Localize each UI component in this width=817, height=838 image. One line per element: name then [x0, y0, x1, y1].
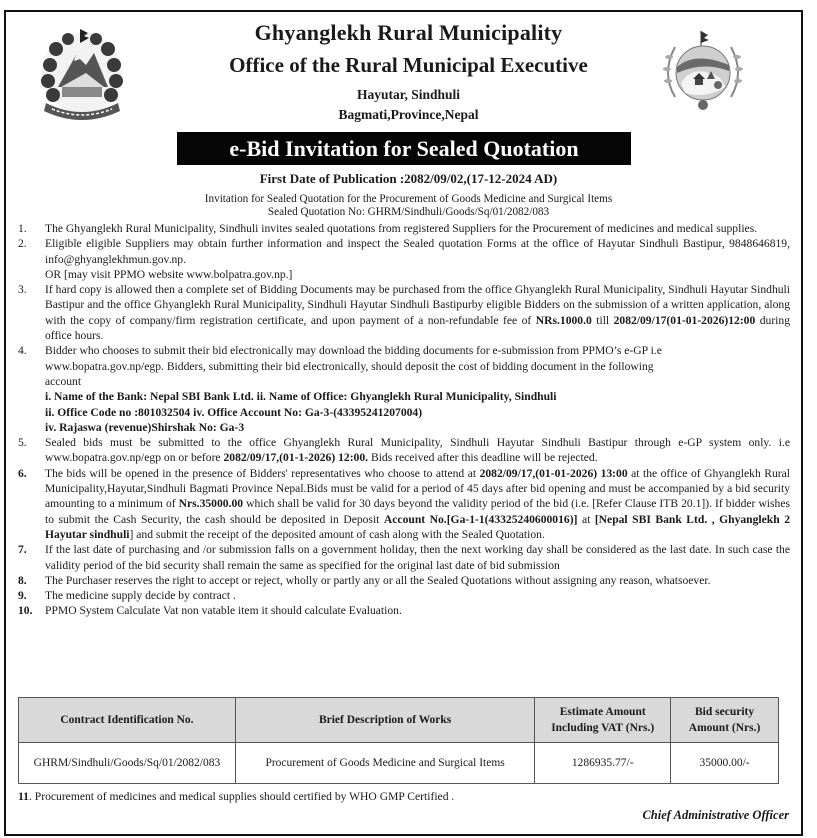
- list-item: [18, 221, 790, 236]
- list-item: [18, 236, 790, 282]
- opening-time: 2082/09/17,(01-01-2026) 13:00: [479, 466, 628, 480]
- table-row: [19, 743, 779, 784]
- submission-deadline: 2082/09/17,(01-1-2026) 12:00.: [223, 451, 369, 465]
- item-text: PPMO System Calculate Vat non vatable item it should calculate Evaluation.: [45, 604, 402, 618]
- contract-table: [18, 697, 779, 784]
- publication-date: First Date of Publication :2082/09/02,(17-12-2024 AD): [259, 171, 558, 186]
- list-item: [18, 282, 790, 343]
- purchase-deadline: 2082/09/17(01-01-2026)12:00: [613, 313, 756, 327]
- item-number: 3.: [18, 283, 27, 297]
- col-header-estimate: Estimate Amount Including VAT (Nrs.): [535, 698, 671, 743]
- note-text: . Procurement of medicines and medical supplies should certified by WHO GMP Certified .: [28, 790, 455, 803]
- office-title: Office of the Rural Municipal Executive: [229, 53, 588, 77]
- note-number: 11: [18, 790, 29, 803]
- item-number: 5.: [18, 436, 27, 450]
- table-header-row: [19, 698, 779, 743]
- address-line-2: Bagmati,Province,Nepal: [338, 107, 479, 122]
- terms-list: [18, 221, 790, 619]
- col-header-description: Brief Description of Works: [235, 698, 534, 743]
- bid-security-amount: Nrs.35000.00: [178, 497, 244, 511]
- ppmo-website-note: OR [may visit PPMO website www.bolpatra.gov.np.]: [45, 267, 293, 281]
- item-number: 8.: [18, 573, 27, 587]
- cell-estimate: 1286935.77/-: [535, 743, 671, 784]
- item-text: If the last date of purchasing and /or submission falls on a government holiday, then the next working day shall be considered as the last date. In such case the validity period of the bid security shall remain the same as specified for the original last date of bid submission: [45, 543, 790, 572]
- list-item: [18, 435, 790, 466]
- item-text: The bids will be opened in the presence of Bidders' representatives who choose to attend at 2082/09/17,(01-01-2026) 13:00 at the office of Ghyanglekh Rural Municipality,Hayutar,Sindhuli Bagmati Province Nepal.Bids must be valid for a period of 45 days after bid opening and must be accompanied by a bid security amounting to a minimum of Nrs.35000.00 which shall be valid for 30 days beyond the validity period of the bid (i.e. [Refer Clause ITB 20.1]). If bidder wishes to submit the Cash Security, the cash should be deposited in Deposit Account No.[Ga-1-1(43325240600016)] at [Nepal SBI Bank Ltd. , Ghyanglekh 2 Hayutar sindhuli] and submit the receipt of the deposited amount of cash along with the Sealed Quotation.: [45, 466, 790, 541]
- item-number: 10.: [18, 604, 33, 618]
- deposit-account: Account No.[Ga-1-1(43325240600016)]: [383, 512, 578, 526]
- cell-contract-id: GHRM/Sindhuli/Goods/Sq/01/2082/083: [19, 743, 236, 784]
- bank-line-1: i. Name of the Bank: Nepal SBI Bank Ltd. ii. Name of Office: Ghyanglekh Rural Municipality, Sindhuli: [45, 390, 557, 404]
- list-item: [18, 542, 790, 573]
- item-text: If hard copy is allowed then a complete set of Bidding Documents may be purchased from the office Ghyanglekh Rural Municipality, Sindhuli Hayutar Sindhuli Bastipur and the office Ghyanglekh Rural Municipality, Sindhuli Hayutar Sindhuli Bastipurby eligible Bidders on the submission of a written application, along with the copy of company/firm registration certificate, and upon payment of a non-refundable fee of NRs.1000.0 till 2082/09/17(01-01-2026)12:00 during office hours.: [45, 283, 791, 343]
- item-number: 6.: [18, 466, 27, 480]
- item-text: The medicine supply decide by contract .: [45, 589, 236, 603]
- cell-bid-security: 35000.00/-: [671, 743, 779, 784]
- municipality-title: Ghyanglekh Rural Municipality: [254, 20, 563, 45]
- fee-amount: NRs.1000.0: [535, 313, 592, 327]
- item-text: Bidder who chooses to submit their bid electronically may download the bidding documents for e-submission from PPMO’s e-GP i.e www.bopatra.gov.np/egp. Bidders, submitting their bid electronically, should deposit the cost of bidding document in the following account: [45, 344, 662, 388]
- col-header-contract-id: Contract Identification No.: [19, 698, 236, 743]
- item-number: 9.: [18, 589, 27, 603]
- note-11: [18, 790, 454, 803]
- list-item: [18, 603, 790, 618]
- list-item: [18, 466, 790, 542]
- item-text: The Purchaser reserves the right to accept or reject, wholly or partly any or all the Sealed Quotations without assigning any reason, whatsoever.: [45, 573, 711, 587]
- list-item: [18, 573, 790, 588]
- notice-banner: e-Bid Invitation for Sealed Quotation: [177, 132, 631, 165]
- item-number: 1.: [18, 222, 27, 235]
- cell-description: Procurement of Goods Medicine and Surgical Items: [235, 743, 534, 784]
- item-number: 4.: [18, 344, 27, 358]
- item-text: Eligible eligible Suppliers may obtain further information and inspect the Sealed quotation Forms at the office of Hayutar Sindhuli Bastipur, 9848646819, info@ghyanglekhmun.gov.np.: [45, 237, 790, 266]
- col-header-bid-security: Bid security Amount (Nrs.): [671, 698, 779, 743]
- list-item: [18, 588, 790, 603]
- quotation-number: Sealed Quotation No: GHRM/Sindhuli/Goods/Sq/01/2082/083: [267, 206, 550, 218]
- item-text: The Ghyanglekh Rural Municipality, Sindhuli invites sealed quotations from registered Suppliers for the Procurement of medicines and medical supplies.: [45, 222, 758, 235]
- item-number: 2.: [18, 237, 27, 251]
- bank-line-3: iv. Rajaswa (revenue)Shirshak No: Ga-3: [45, 420, 245, 434]
- list-item: [18, 343, 790, 435]
- item-text: Sealed bids must be submitted to the office Ghyanglekh Rural Municipality, Sindhuli Hayutar Sindhuli Bastipur through e-GP system only. i.e www.bopatra.gov.np/egp on or before 2082/09/17,(01-1-2026) 12:00. Bids received after this deadline will be rejected.: [45, 436, 790, 465]
- bank-line-2: ii. Office Code no :801032504 iv. Office Account No: Ga-3-(43395241207004): [45, 405, 423, 419]
- address-line-1: Hayutar, Sindhuli: [356, 87, 461, 102]
- deposit-bank: [Nepal SBI Bank Ltd. , Ghyanglekh 2 Hayutar sindhuli: [45, 512, 790, 541]
- item-number: 7.: [18, 543, 27, 557]
- signatory-title: Chief Administrative Officer: [642, 808, 789, 822]
- invitation-line: Invitation for Sealed Quotation for the Procurement of Goods Medicine and Surgical Items: [204, 193, 613, 205]
